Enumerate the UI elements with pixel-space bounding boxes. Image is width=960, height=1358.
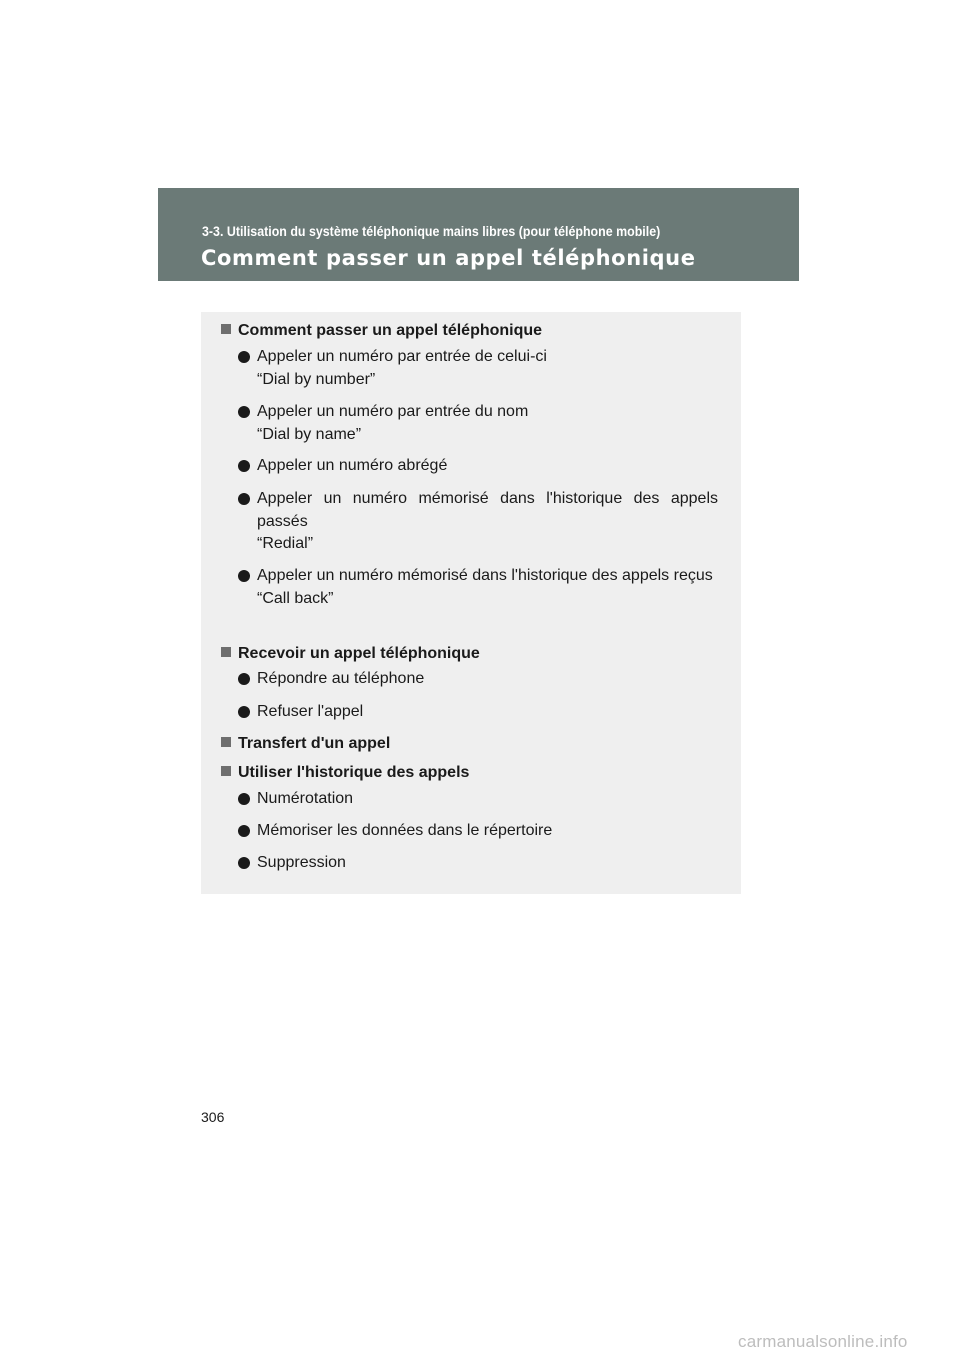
square-bullet-icon [221, 766, 231, 776]
bullet-dot-icon [238, 351, 250, 363]
list-item: Mémoriser les données dans le répertoire [238, 820, 718, 843]
page-title: Comment passer un appel téléphonique [201, 246, 696, 270]
square-bullet-icon [221, 737, 231, 747]
square-bullet-icon [221, 324, 231, 334]
section-heading-call-history: Utiliser l'historique des appels [221, 762, 469, 785]
bullet-dot-icon [238, 493, 250, 505]
page-number: 306 [201, 1109, 225, 1125]
voice-command: “Dial by number” [257, 370, 376, 388]
bullet-dot-icon [238, 460, 250, 472]
bullet-dot-icon [238, 406, 250, 418]
voice-command: “Dial by name” [257, 425, 362, 443]
list-item: Appeler un numéro par entrée de celui-ci “Dial by number” [238, 346, 718, 391]
section-label: 3-3. Utilisation du système téléphonique mains libres (pour téléphone mobile) [202, 224, 661, 239]
watermark: carmanualsonline.info [738, 1332, 908, 1351]
voice-command: “Redial” [257, 535, 314, 552]
bullet-dot-icon [238, 857, 250, 869]
list-item: Refuser l'appel [238, 701, 718, 724]
list-item: Suppression [238, 852, 718, 875]
bullet-dot-icon [238, 570, 250, 582]
list-item: Répondre au téléphone [238, 668, 718, 691]
chapter-header-band [158, 188, 799, 281]
bullet-dot-icon [238, 825, 250, 837]
content-box [201, 312, 741, 894]
section-heading-make-call: Comment passer un appel téléphonique [221, 320, 542, 343]
section-heading-transfer-call: Transfert d'un appel [221, 733, 390, 756]
list-item: Appeler un numéro mémorisé dans l'historique des appels passés “Redial” [238, 488, 718, 556]
voice-command: “Call back” [257, 589, 334, 607]
list-item: Appeler un numéro par entrée du nom “Dial by name” [238, 401, 718, 446]
bullet-dot-icon [238, 793, 250, 805]
bullet-dot-icon [238, 706, 250, 718]
list-item: Numérotation [238, 788, 718, 811]
list-item: Appeler un numéro abrégé [238, 455, 718, 478]
square-bullet-icon [221, 647, 231, 657]
list-item: Appeler un numéro mémorisé dans l'historique des appels reçus “Call back” [238, 565, 718, 610]
bullet-dot-icon [238, 673, 250, 685]
section-heading-receive-call: Recevoir un appel téléphonique [221, 643, 480, 666]
